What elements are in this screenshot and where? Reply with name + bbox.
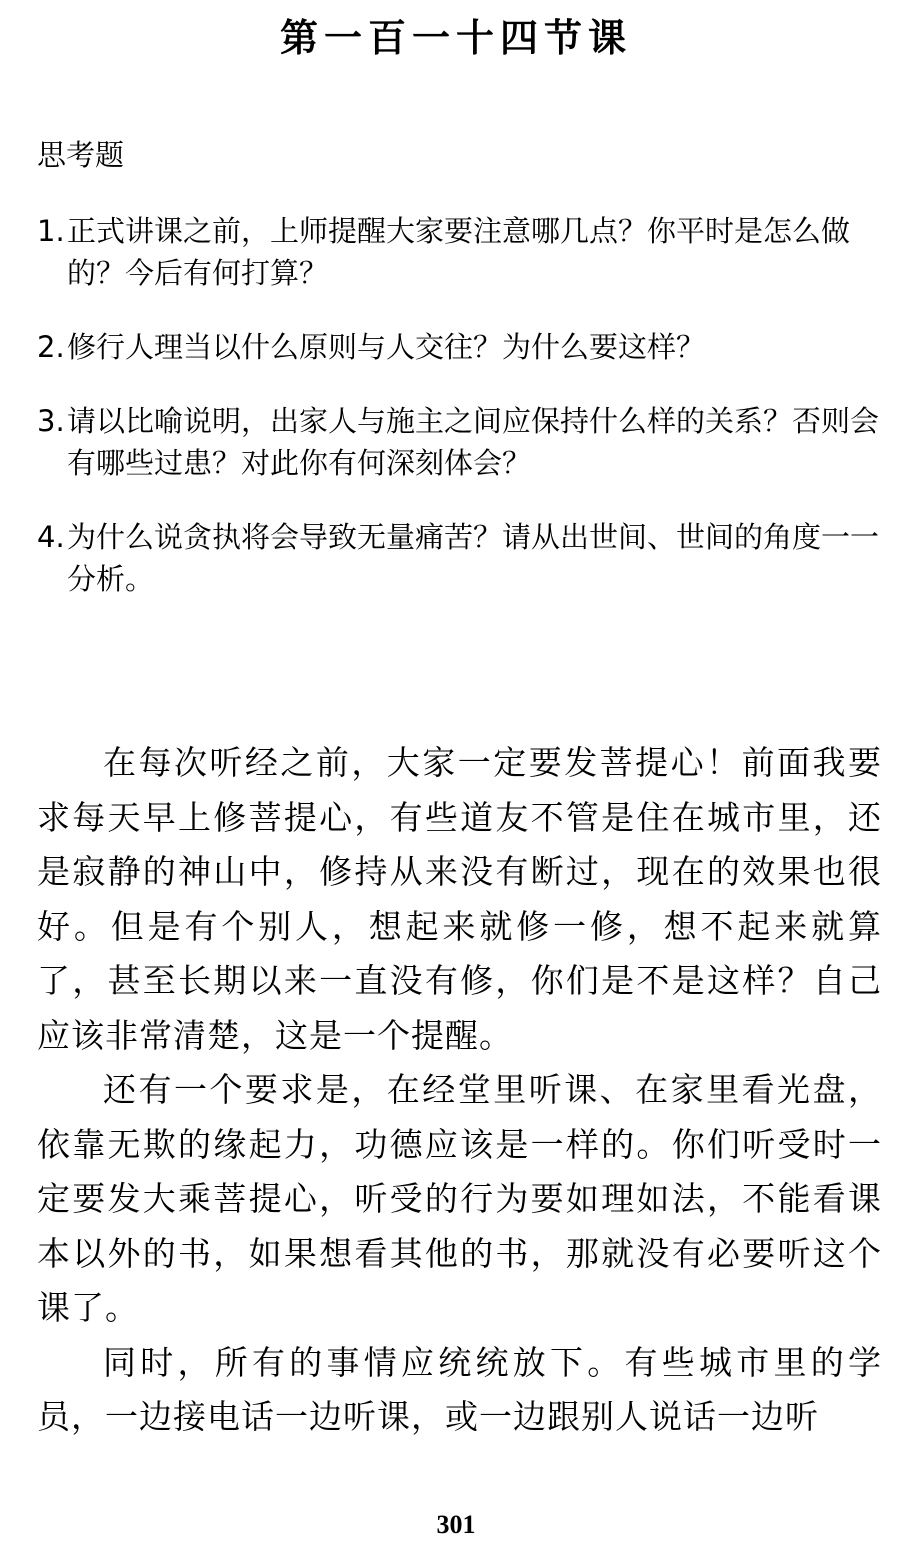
question-number: 1. (37, 214, 65, 248)
question-item (37, 400, 887, 484)
question-item (37, 210, 887, 294)
question-list (37, 210, 887, 632)
page-title: 第一百一十四节课 (279, 15, 632, 60)
body-text (37, 736, 882, 1445)
question-text: 修行人理当以什么原则与人交往？为什么要这样？ (67, 330, 706, 364)
question-number: 3. (37, 404, 65, 438)
question-text: 请以比喻说明，出家人与施主之间应保持什么样的关系？否则会有哪些过患？对此你有何深刻体会？ (67, 404, 880, 480)
body-paragraph: 同时，所有的事情应统统放下。有些城市里的学员，一边接电话一边听课，或一边跟别人说话一边听 (37, 1342, 882, 1436)
questions-heading: 思考题 (37, 138, 125, 172)
question-text: 为什么说贪执将会导致无量痛苦？请从出世间、世间的角度一一分析。 (67, 520, 880, 596)
question-item (37, 326, 887, 368)
body-paragraph: 还有一个要求是，在经堂里听课、在家里看光盘，依靠无欺的缘起力，功德应该是一样的。你们听受时一定要发大乘菩提心，听受的行为要如理如法，不能看课本以外的书，如果想看其他的书，那就没有必要听这个课了。 (37, 1070, 882, 1327)
page-number: 301 (436, 1510, 476, 1539)
question-number: 2. (37, 330, 65, 364)
question-item (37, 516, 887, 600)
question-text: 正式讲课之前，上师提醒大家要注意哪几点？你平时是怎么做的？今后有何打算？ (67, 214, 851, 290)
body-paragraph: 在每次听经之前，大家一定要发菩提心！前面我要求每天早上修菩提心，有些道友不管是住在城市里，还是寂静的神山中，修持从来没有断过，现在的效果也很好。但是有个别人，想起来就修一修，想不起来就算了，甚至长期以来一直没有修，你们是不是这样？自己应该非常清楚，这是一个提醒。 (37, 743, 882, 1055)
question-number: 4. (37, 520, 65, 554)
